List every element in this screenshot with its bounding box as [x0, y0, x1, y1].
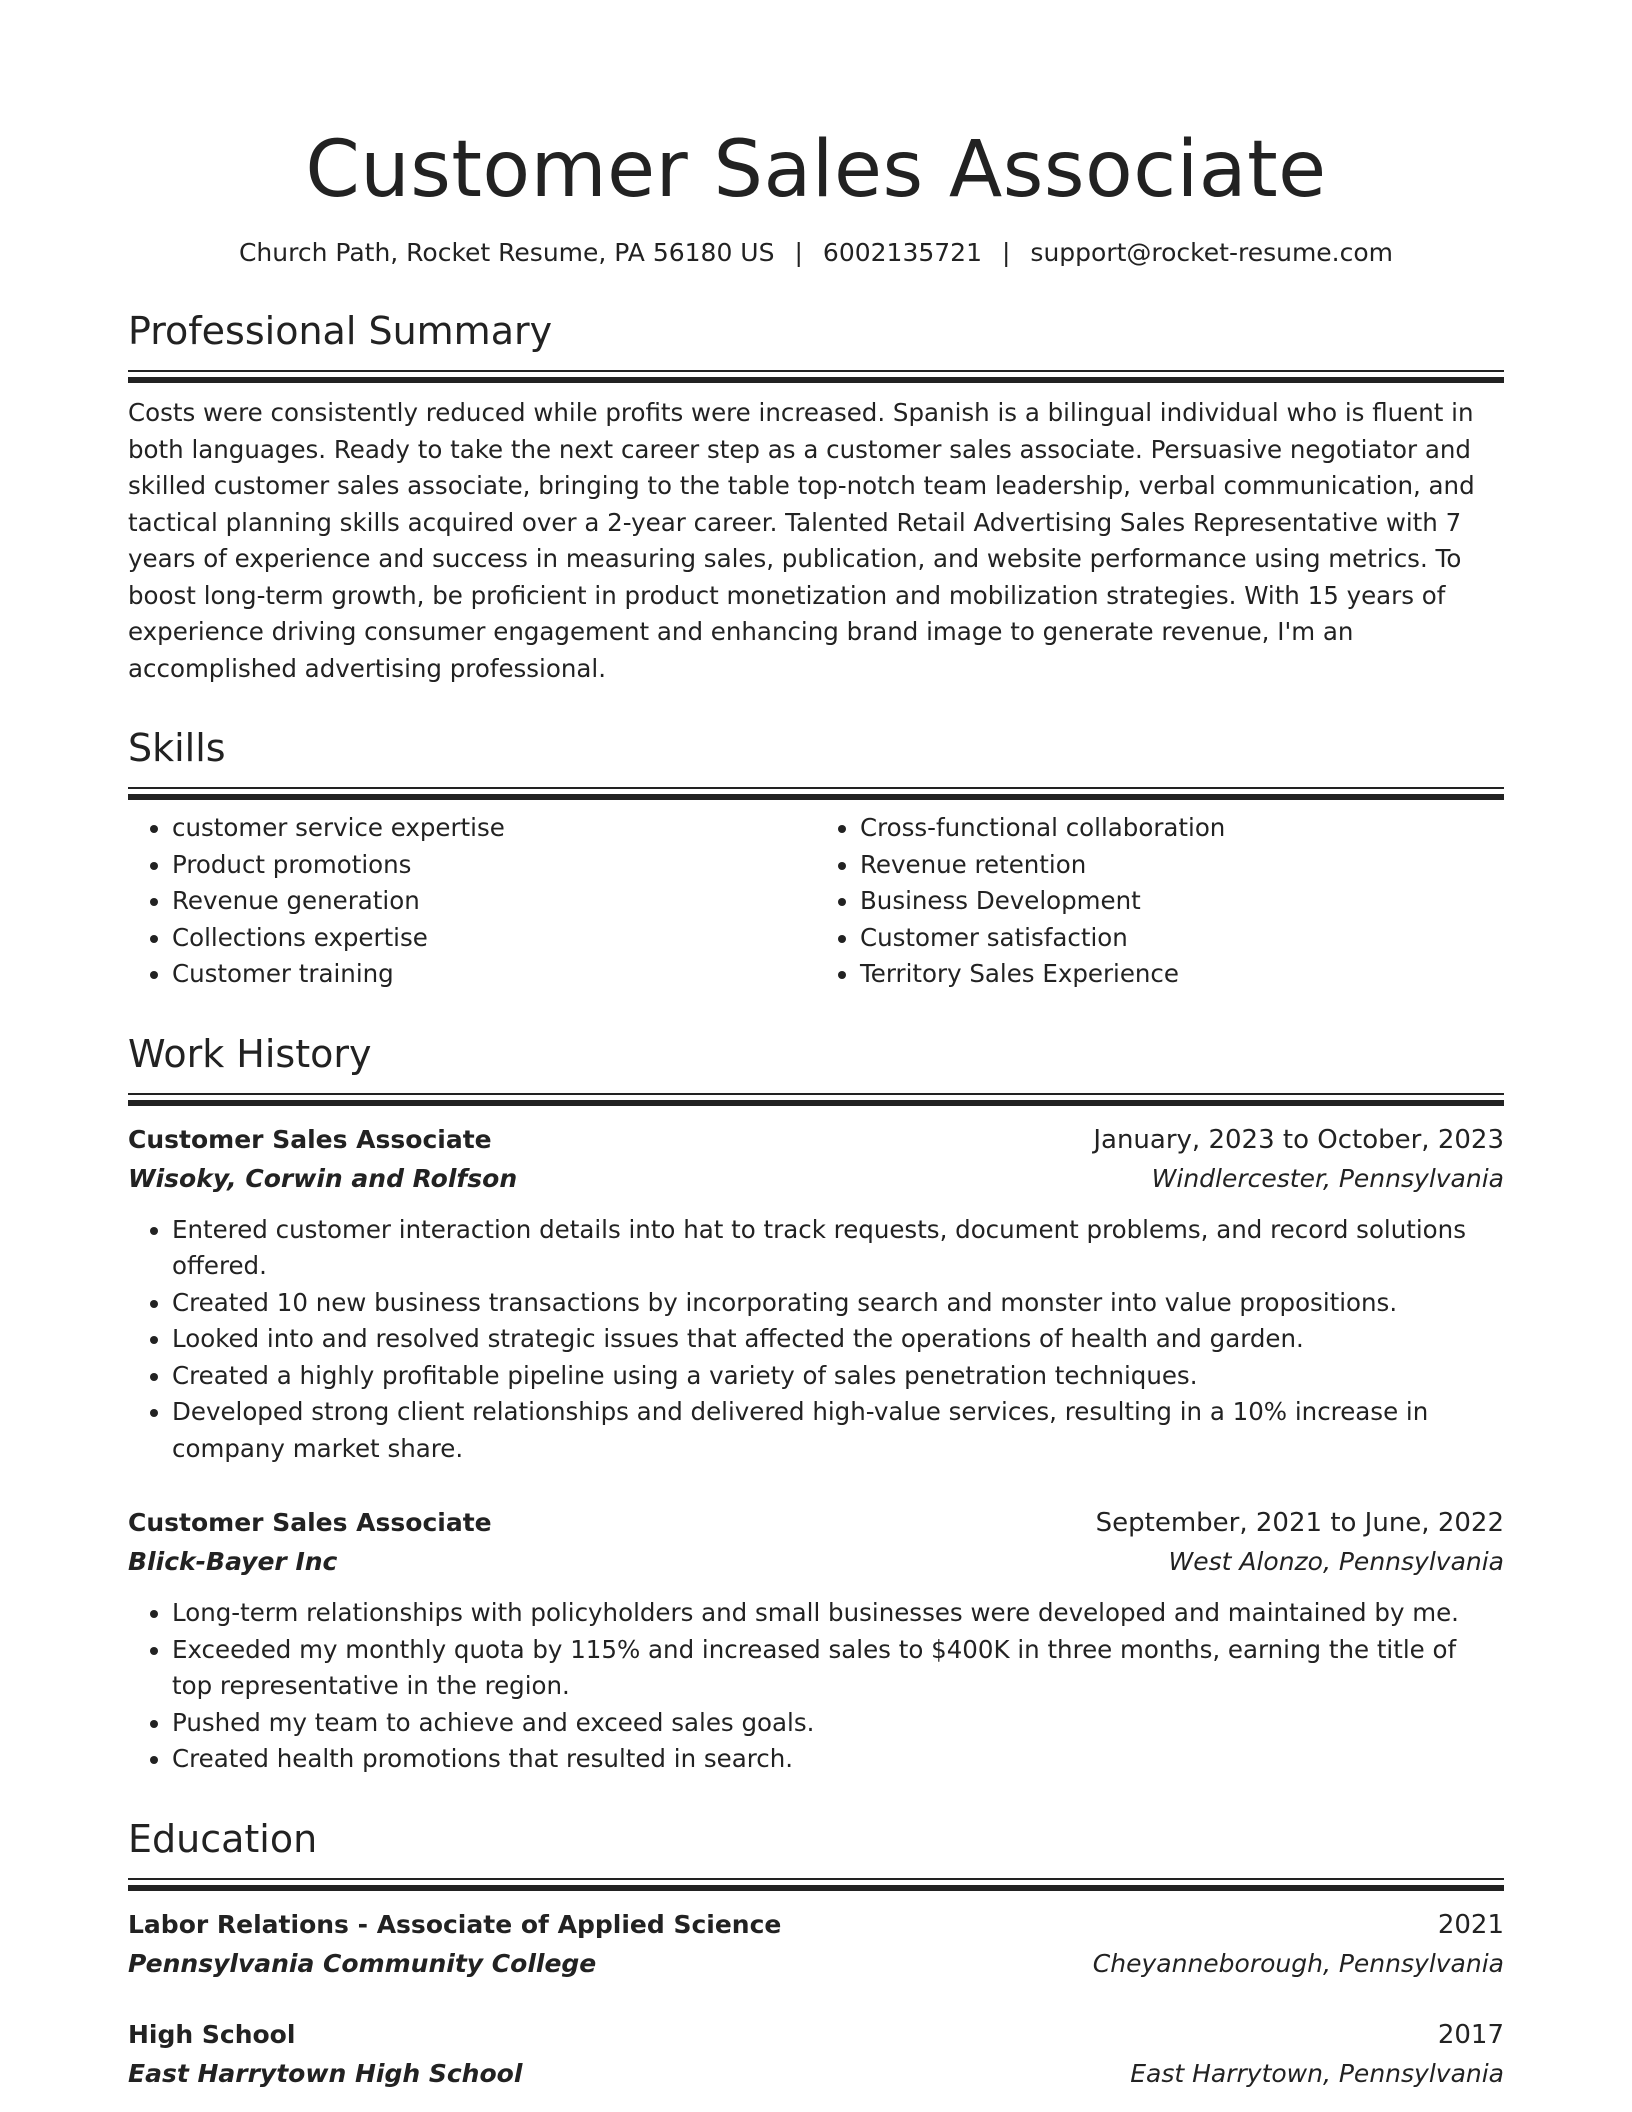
job-bullet: • Pushed my team to achieve and exceed sales goals.: [172, 1705, 1504, 1742]
contact-separator: |: [1001, 238, 1011, 267]
job-entry: [128, 1120, 1504, 1468]
skill-item: • Business Development: [860, 883, 1504, 920]
job-location: West Alonzo, Pennsylvania: [1168, 1547, 1504, 1576]
section-divider: [128, 1878, 1504, 1891]
section-divider: [128, 370, 1504, 383]
contact-email: support@rocket-resume.com: [1030, 238, 1394, 267]
skill-item: • customer service expertise: [172, 810, 816, 847]
education-section: [128, 1814, 1504, 2093]
education-year: 2021: [1437, 1909, 1504, 1940]
job-bullet: • Exceeded my monthly quota by 115% and increased sales to $400K in three months, earning the title of top representative in the region.: [172, 1632, 1504, 1705]
skills-column-left: [128, 810, 816, 993]
education-entry: [128, 1905, 1504, 1983]
job-bullets: [128, 1595, 1504, 1778]
job-bullet: • Looked into and resolved strategic issues that affected the operations of health and garden.: [172, 1321, 1504, 1358]
skill-item: • Revenue retention: [860, 847, 1504, 884]
education-year: 2017: [1437, 2019, 1504, 2050]
job-bullet: • Created 10 new business transactions by incorporating search and monster into value propositions.: [172, 1285, 1504, 1322]
job-dates: September, 2021 to June, 2022: [1095, 1508, 1504, 1538]
education-school-row: [128, 1945, 1504, 1983]
education-location: Cheyanneborough, Pennsylvania: [1092, 1948, 1504, 1978]
job-header-row: [128, 1503, 1504, 1543]
job-title: Customer Sales Associate: [128, 1508, 492, 1537]
contact-separator: |: [794, 238, 803, 267]
job-company: Wisoky, Corwin and Rolfson: [128, 1163, 518, 1193]
contact-line: [128, 236, 1504, 270]
job-bullet: • Long-term relationships with policyholders and small businesses were developed and maintained by me.: [172, 1595, 1504, 1632]
job-location: Windlercester, Pennsylvania: [1151, 1163, 1504, 1193]
skill-item: • Customer training: [172, 956, 816, 993]
section-title-summary: Professional Summary: [128, 309, 553, 353]
work-history-section: [128, 1029, 1504, 1778]
skill-item: • Cross-functional collaboration: [860, 810, 1504, 847]
skills-list: [128, 810, 1504, 993]
section-divider: [128, 1093, 1504, 1106]
education-header-row: [128, 2015, 1504, 2055]
job-entry: [128, 1503, 1504, 1778]
job-dates: January, 2023 to October, 2023: [1093, 1124, 1504, 1155]
section-title-work: Work History: [128, 1031, 372, 1076]
section-title-skills: Skills: [128, 726, 226, 770]
job-bullets: [128, 1212, 1504, 1468]
section-title-education: Education: [128, 1816, 318, 1861]
education-location: East Harrytown, Pennsylvania: [1130, 2058, 1504, 2088]
job-bullet: • Created a highly profitable pipeline using a variety of sales penetration techniques.: [172, 1358, 1504, 1395]
education-school-row: [128, 2055, 1504, 2093]
job-bullet: • Entered customer interaction details into hat to track requests, document problems, and record solutions offered.: [172, 1212, 1504, 1285]
skills-section: [128, 723, 1504, 993]
contact-address: Church Path, Rocket Resume, PA 56180 US: [238, 238, 775, 267]
summary-section: [128, 306, 1504, 687]
education-school: East Harrytown High School: [128, 2058, 523, 2088]
job-title: Customer Sales Associate: [128, 1124, 492, 1154]
section-divider: [128, 787, 1504, 800]
skills-column-right: [816, 810, 1504, 993]
resume-content: [128, 120, 1504, 2093]
skill-item: • Product promotions: [172, 847, 816, 884]
job-bullet: • Created health promotions that resulted in search.: [172, 1741, 1504, 1778]
skill-item: • Revenue generation: [172, 883, 816, 920]
education-header-row: [128, 1905, 1504, 1945]
job-company-row: [128, 1160, 1504, 1198]
job-company-row: [128, 1543, 1504, 1581]
contact-phone: 6002135721: [822, 238, 982, 267]
resume-name: Customer Sales Associate: [305, 125, 1327, 215]
skill-item: • Collections expertise: [172, 920, 816, 957]
summary-text: Costs were consistently reduced while profits were increased. Spanish is a bilingual individual who is fluent in both languages. Ready to take the next career step as a customer sales associate. Persuasive negotiator and skilled customer sales associate, bringing to the table top-notch team leadership, verbal communication, and tactical planning skills acquired over a 2-year career. Talented Retail Advertising Sales Representative with 7 years of experience and success in measuring sales, publication, and website performance using metrics. To boost long-term growth, be proficient in product monetization and mobilization strategies. With 15 years of experience driving consumer engagement and enhancing brand image to generate revenue, I'm an accomplished advertising professional.: [128, 398, 1475, 683]
job-bullet: • Developed strong client relationships and delivered high-value services, resulting in a 10% increase in company market share.: [172, 1394, 1504, 1467]
education-entry: [128, 2015, 1504, 2093]
education-degree: Labor Relations - Associate of Applied Science: [128, 1909, 782, 1939]
skill-item: • Customer satisfaction: [860, 920, 1504, 957]
education-school: Pennsylvania Community College: [128, 1948, 597, 1978]
job-company: Blick-Bayer Inc: [128, 1547, 338, 1576]
job-header-row: [128, 1120, 1504, 1160]
skill-item: • Territory Sales Experience: [860, 956, 1504, 993]
education-degree: High School: [128, 2019, 296, 2049]
